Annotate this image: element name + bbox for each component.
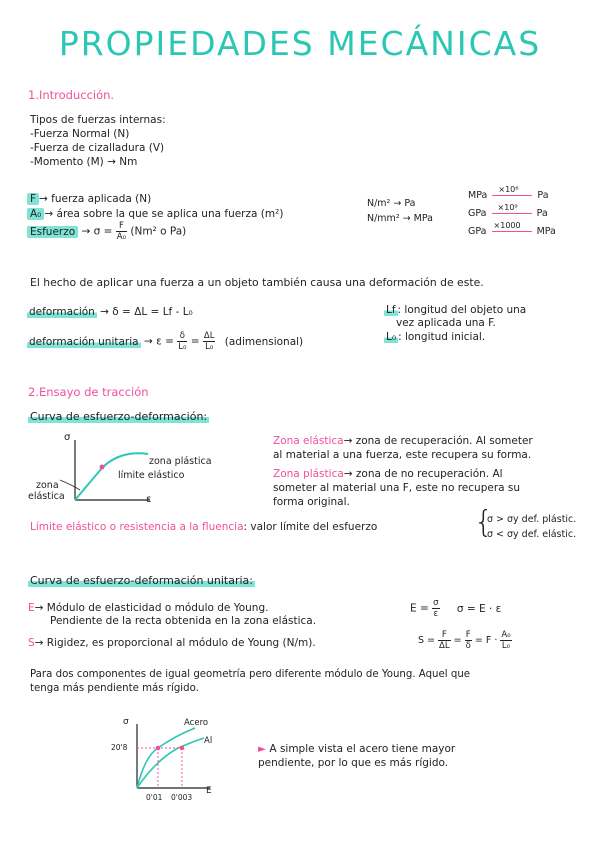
graph1-label-elastic: zona (36, 480, 59, 491)
unitaria-frac-2: $\frac{\Delta L}{\text{L₀}}$ (203, 331, 215, 352)
symbol-f: F (27, 193, 39, 205)
graph1-y-axis: σ (64, 432, 71, 443)
force-item: -Fuerza Normal (N) (30, 128, 130, 140)
units-pa: N/m² → Pa (367, 198, 416, 209)
section-1-heading: 1.Introducción. (28, 88, 115, 102)
conversion-row: MPa ×10⁶ Pa (468, 185, 549, 201)
symbol-esfuerzo: Esfuerzo (27, 226, 78, 238)
zona-plastica-def: Zona plástica→ zona de no recuperación. Al (273, 468, 503, 480)
conversion-row: GPa ×10⁹ Pa (468, 203, 548, 219)
unitaria-label: deformación unitaria (29, 335, 139, 348)
graph2-x-axis: E (206, 786, 212, 796)
lf-symbol: Lf (386, 304, 396, 316)
graph2-series-steel: Acero (184, 718, 209, 728)
condition-elastic: σ < σy def. elástic. (487, 529, 577, 540)
limite-elastico-def: Límite elástico o resistencia a la fluencia: valor límite del esfuerzo (30, 521, 378, 533)
l0-symbol: L₀ (386, 331, 397, 343)
curve-2-title: Curva de esfuerzo-deformación unitaria: (30, 574, 253, 587)
graph-note-cont: pendiente, por lo que es más rígido. (258, 757, 449, 769)
graph1-label-limit: límite elástico (118, 470, 185, 481)
compare-text: Para dos componentes de igual geometría pero diferente módulo de Young. Aquel que (30, 669, 471, 680)
def-stress (27, 221, 186, 242)
def-force-text: → fuerza aplicada (N) (39, 193, 152, 205)
def-lf (384, 303, 526, 317)
page-title: PROPIEDADES MECÁNICAS (58, 24, 542, 63)
unitaria-frac-1: $\frac{\delta}{\text{L₀}}$ (178, 331, 187, 352)
def-l0 (384, 330, 485, 344)
stress-eq: → σ = (81, 225, 113, 238)
def-area-text: → área sobre la que se aplica una fuerza (m²) (44, 208, 284, 220)
deformacion-label: deformación (29, 306, 95, 318)
graph2-y-axis: σ (123, 717, 129, 727)
graph1-x-axis: ε (146, 494, 152, 505)
rigidez-formula: S = $\frac{F}{\Delta L}$ = $\frac{F}{\delta}$ = F · $\frac{\text{A₀}}{\text{L₀}}$ (418, 630, 511, 651)
compare-text-2: tenga más pendiente más rígido. (30, 683, 199, 694)
young-formula: E = $\frac{\sigma}{\varepsilon}$ σ = E · ε (410, 598, 502, 619)
stress-fraction: $\frac{F}{\text{A₀}}$ (116, 221, 127, 242)
graph1-label-elastic-2: elástica (28, 491, 65, 502)
l0-text: : longitud inicial. (398, 331, 486, 343)
zona-plastica-cont-2: forma original. (273, 496, 350, 508)
force-item: -Fuerza de cizalladura (V) (30, 142, 165, 154)
zona-elastica-cont: al material a una fuerza, este recupera su forma. (273, 449, 532, 461)
young-modulus-def: E→ Módulo de elasticidad o módulo de Young. (28, 602, 269, 614)
def-area (27, 207, 283, 221)
zona-plastica-cont: someter al material una F, este no recupera su (273, 482, 521, 494)
deformacion-formula: → δ = ΔL = Lf - L₀ (100, 306, 193, 318)
graph-note: ► A simple vista el acero tiene mayor (258, 743, 456, 755)
unitaria-units: (adimensional) (224, 335, 304, 348)
force-item: -Momento (M) → Nm (30, 156, 138, 168)
def-deformacion (27, 305, 193, 319)
graph1-label-plastic: zona plástica (149, 456, 212, 467)
def-unitaria: deformación unitaria → ε = $\frac{\delta}{\text{L₀}}$ = $\frac{\Delta L}{\text{L₀}}$ (adimensional) (29, 331, 304, 352)
stress-units: (Nm² o Pa) (130, 225, 187, 238)
arrow-icon: ► (258, 743, 267, 755)
brace-glyph: { (474, 505, 494, 540)
unitaria-eq: → ε = (143, 335, 174, 348)
def-force (27, 192, 151, 206)
units-mpa: N/mm² → MPa (367, 213, 433, 224)
zona-elastica-def: Zona elástica→ zona de recuperación. Al someter (273, 435, 533, 447)
graph2-y-tick: 20'8 (111, 743, 128, 752)
forces-intro: Tipos de fuerzas internas: (30, 114, 166, 126)
graph2-x-tick: 0'01 (146, 793, 163, 802)
graph2-x-tick: 0'003 (171, 793, 193, 802)
section-2-heading: 2.Ensayo de tracción (28, 385, 149, 399)
young-modulus-cont: Pendiente de la recta obtenida en la zona elástica. (50, 615, 317, 627)
condition-plastic: σ > σy def. plástic. (487, 514, 577, 525)
symbol-a0: A₀ (27, 208, 44, 220)
def-lf-cont: vez aplicada una F. (396, 317, 496, 329)
deformation-intro: El hecho de aplicar una fuerza a un objeto también causa una deformación de este. (30, 276, 484, 289)
graph2-series-al: Al (204, 736, 213, 746)
conversion-row: GPa ×1000 MPa (468, 221, 556, 237)
lf-text: : longitud del objeto una (397, 304, 527, 316)
rigidez-def: S→ Rigidez, es proporcional al módulo de Young (N/m). (28, 637, 316, 649)
curve-1-title: Curva de esfuerzo-deformación: (30, 410, 208, 423)
